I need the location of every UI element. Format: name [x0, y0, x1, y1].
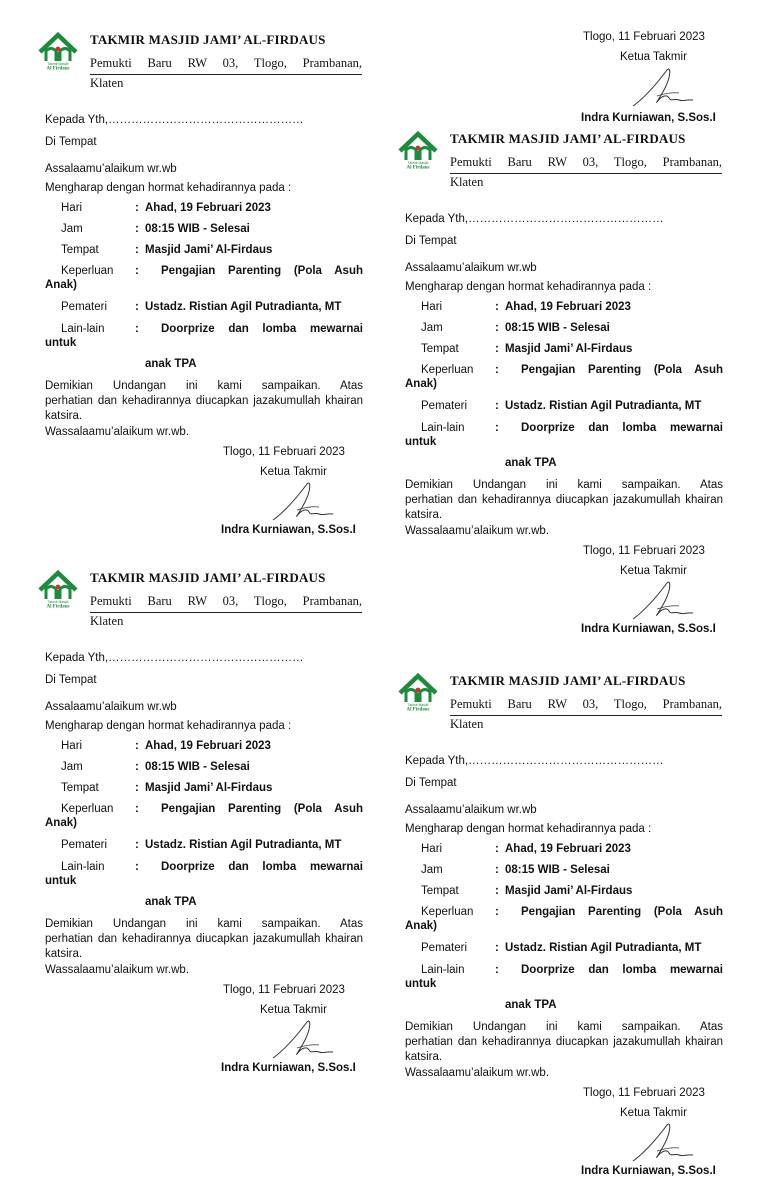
value-tempat: Masjid Jami’ Al-Firdaus: [145, 244, 273, 256]
address-line-1: Pemukti Baru RW 03, Tlogo, Prambanan,: [90, 56, 362, 70]
detail-row-lainlain: [45, 323, 363, 373]
closing-line-2: perhatian dan kehadirannya diucapkan jazakumullah khairan katsira.: [45, 933, 363, 960]
colon: :: [135, 761, 139, 773]
signature-date: Tlogo, 11 Februari 2023: [223, 984, 345, 996]
label-lainlain: Lain-lain: [421, 422, 465, 434]
closing-line-1: Demikian Undangan ini kami sampaikan. Atas: [405, 1021, 723, 1033]
colon: :: [135, 323, 139, 335]
mosque-logo: [37, 568, 79, 608]
org-address: [450, 694, 722, 734]
colon: :: [135, 244, 139, 256]
org-address: [90, 591, 362, 631]
label-tempat: Tempat: [421, 885, 459, 897]
place-line: Di Tempat: [405, 777, 457, 789]
detail-row-keperluan: [45, 265, 363, 295]
letterhead: [405, 131, 723, 201]
label-keperluan: Keperluan: [421, 364, 474, 376]
label-hari: Hari: [421, 843, 443, 855]
colon: :: [495, 422, 499, 434]
signature-scribble: [627, 1121, 699, 1167]
value-jam: 08:15 WIB - Selesai: [505, 322, 610, 334]
value-keperluan-cont: Anak): [45, 279, 77, 291]
label-pemateri: Pemateri: [421, 942, 468, 954]
address-line-1: Pemukti Baru RW 03, Tlogo, Prambanan,: [90, 594, 362, 608]
card-bottom-right: [405, 673, 723, 1177]
value-tempat: Masjid Jami’ Al-Firdaus: [505, 885, 633, 897]
value-pemateri: Ustadz. Ristian Agil Putradianta, MT: [505, 400, 702, 412]
colon: :: [495, 942, 499, 954]
colon: :: [495, 964, 499, 976]
org-name: TAKMIR MASJID JAMI’ AL-FIRDAUS: [450, 131, 686, 146]
org-name: TAKMIR MASJID JAMI’ AL-FIRDAUS: [90, 32, 326, 47]
closing-line-2: perhatian dan kehadirannya diucapkan jazakumullah khairan katsira.: [405, 494, 723, 521]
label-jam: Jam: [421, 864, 443, 876]
label-hari: Hari: [61, 202, 83, 214]
recipient-line: Kepada Yth,……………………………………………: [405, 755, 664, 767]
label-tempat: Tempat: [61, 782, 99, 794]
logo-caption-small: Takmir Masjid: [407, 161, 429, 165]
closing-line-2: perhatian dan kehadirannya diucapkan jazakumullah khairan katsira.: [45, 395, 363, 422]
signature-scribble: [627, 66, 699, 112]
intro-line: Mengharap dengan hormat kehadirannya pada :: [405, 823, 652, 835]
signer-name: Indra Kurniawan, S.Sos.I: [221, 524, 356, 536]
label-keperluan: Keperluan: [421, 906, 474, 918]
intro-line: Mengharap dengan hormat kehadirannya pada :: [405, 281, 652, 293]
colon: :: [135, 265, 139, 277]
label-jam: Jam: [61, 761, 83, 773]
greeting: Assalaamu’alaikum wr.wb: [45, 163, 177, 175]
detail-row-keperluan: [405, 364, 723, 394]
label-jam: Jam: [61, 223, 83, 235]
label-keperluan: Keperluan: [61, 803, 114, 815]
value-keperluan: Pengajian Parenting (Pola Asuh: [161, 265, 363, 277]
value-lainlain-cont2: anak TPA: [145, 358, 197, 370]
logo-caption-big: Al Firdaus: [406, 707, 430, 713]
logo-caption-small: Takmir Masjid: [47, 62, 69, 66]
colon: :: [135, 782, 139, 794]
closing-line-2: perhatian dan kehadirannya diucapkan jazakumullah khairan katsira.: [405, 1036, 723, 1063]
signature-position: Ketua Takmir: [620, 1107, 687, 1119]
value-hari: Ahad, 19 Februari 2023: [505, 301, 631, 313]
value-keperluan-cont: Anak): [45, 817, 77, 829]
recipient-line: Kepada Yth,……………………………………………: [405, 213, 664, 225]
label-lainlain: Lain-lain: [421, 964, 465, 976]
colon: :: [135, 839, 139, 851]
value-jam: 08:15 WIB - Selesai: [145, 761, 250, 773]
colon: :: [495, 343, 499, 355]
address-line-2: Klaten: [90, 76, 124, 90]
label-jam: Jam: [421, 322, 443, 334]
colon: :: [495, 364, 499, 376]
closing-paragraph: [405, 478, 723, 523]
signature-scribble: [267, 480, 339, 526]
label-pemateri: Pemateri: [61, 301, 108, 313]
signature-date: Tlogo, 11 Februari 2023: [223, 446, 345, 458]
value-lainlain-cont: untuk: [45, 337, 77, 349]
signature-date: Tlogo, 11 Februari 2023: [583, 545, 705, 557]
value-pemateri: Ustadz. Ristian Agil Putradianta, MT: [505, 942, 702, 954]
letterhead: [45, 32, 363, 102]
closing-line-1: Demikian Undangan ini kami sampaikan. Atas: [45, 918, 363, 930]
label-pemateri: Pemateri: [421, 400, 468, 412]
signer-name: Indra Kurniawan, S.Sos.I: [581, 623, 716, 635]
value-hari: Ahad, 19 Februari 2023: [145, 202, 271, 214]
colon: :: [135, 301, 139, 313]
value-jam: 08:15 WIB - Selesai: [145, 223, 250, 235]
value-keperluan: Pengajian Parenting (Pola Asuh: [161, 803, 363, 815]
colon: :: [495, 301, 499, 313]
value-hari: Ahad, 19 Februari 2023: [505, 843, 631, 855]
value-lainlain-cont: untuk: [45, 875, 77, 887]
closing-paragraph: [405, 1020, 723, 1065]
farewell: Wassalaamu’alaikum wr.wb.: [45, 426, 190, 438]
address-line-1: Pemukti Baru RW 03, Tlogo, Prambanan,: [450, 155, 722, 169]
address-line-1: Pemukti Baru RW 03, Tlogo, Prambanan,: [450, 697, 722, 711]
label-lainlain: Lain-lain: [61, 323, 105, 335]
letterhead: [45, 570, 363, 640]
colon: :: [135, 223, 139, 235]
closing-line-1: Demikian Undangan ini kami sampaikan. Atas: [405, 479, 723, 491]
intro-line: Mengharap dengan hormat kehadirannya pada :: [45, 182, 292, 194]
logo-caption-big: Al Firdaus: [46, 604, 70, 610]
farewell: Wassalaamu’alaikum wr.wb.: [405, 1067, 550, 1079]
signature-date: Tlogo, 11 Februari 2023: [583, 1087, 705, 1099]
org-address: [90, 53, 362, 93]
signature-position: Ketua Takmir: [260, 1004, 327, 1016]
value-lainlain-cont2: anak TPA: [145, 896, 197, 908]
letterhead: [405, 673, 723, 743]
card-top-left: [45, 32, 363, 552]
colon: :: [495, 843, 499, 855]
colon: :: [495, 400, 499, 412]
signature-scribble: [267, 1018, 339, 1064]
value-lainlain: Doorprize dan lomba mewarnai: [161, 323, 363, 335]
address-line-2: Klaten: [90, 614, 124, 628]
value-lainlain-cont2: anak TPA: [505, 999, 557, 1011]
value-pemateri: Ustadz. Ristian Agil Putradianta, MT: [145, 301, 342, 313]
label-tempat: Tempat: [61, 244, 99, 256]
value-hari: Ahad, 19 Februari 2023: [145, 740, 271, 752]
farewell: Wassalaamu’alaikum wr.wb.: [405, 525, 550, 537]
value-tempat: Masjid Jami’ Al-Firdaus: [145, 782, 273, 794]
signature-fragment-top-right: [405, 0, 723, 128]
value-lainlain: Doorprize dan lomba mewarnai: [521, 964, 723, 976]
mosque-logo: [37, 30, 79, 70]
value-keperluan: Pengajian Parenting (Pola Asuh: [521, 906, 723, 918]
farewell: Wassalaamu’alaikum wr.wb.: [45, 964, 190, 976]
value-lainlain-cont: untuk: [405, 436, 437, 448]
place-line: Di Tempat: [405, 235, 457, 247]
mosque-logo: [397, 129, 439, 169]
signer-name: Indra Kurniawan, S.Sos.I: [581, 112, 716, 124]
signature-position: Ketua Takmir: [620, 565, 687, 577]
detail-row-keperluan: [405, 906, 723, 936]
header-divider: [450, 173, 722, 174]
colon: :: [135, 803, 139, 815]
logo-caption-small: Takmir Masjid: [47, 600, 69, 604]
intro-line: Mengharap dengan hormat kehadirannya pada :: [45, 720, 292, 732]
closing-paragraph: [45, 379, 363, 424]
value-keperluan-cont: Anak): [405, 378, 437, 390]
place-line: Di Tempat: [45, 136, 97, 148]
card-middle-right: [405, 131, 723, 651]
colon: :: [495, 864, 499, 876]
address-line-2: Klaten: [450, 717, 484, 731]
closing-paragraph: [45, 917, 363, 962]
detail-row-lainlain: [45, 861, 363, 911]
logo-caption-big: Al Firdaus: [46, 66, 70, 72]
signer-name: Indra Kurniawan, S.Sos.I: [221, 1062, 356, 1074]
logo-caption-big: Al Firdaus: [406, 165, 430, 171]
org-name: TAKMIR MASJID JAMI’ AL-FIRDAUS: [450, 673, 686, 688]
colon: :: [135, 740, 139, 752]
header-divider: [90, 612, 362, 613]
signer-name: Indra Kurniawan, S.Sos.I: [581, 1165, 716, 1177]
label-pemateri: Pemateri: [61, 839, 108, 851]
colon: :: [495, 906, 499, 918]
org-name: TAKMIR MASJID JAMI’ AL-FIRDAUS: [90, 570, 326, 585]
value-keperluan: Pengajian Parenting (Pola Asuh: [521, 364, 723, 376]
place-line: Di Tempat: [45, 674, 97, 686]
card-bottom-left: [45, 570, 363, 1074]
greeting: Assalaamu’alaikum wr.wb: [45, 701, 177, 713]
org-address: [450, 152, 722, 192]
detail-row-lainlain: [405, 422, 723, 472]
value-lainlain-cont: untuk: [405, 978, 437, 990]
mosque-logo: [397, 671, 439, 711]
signature-position: Ketua Takmir: [620, 51, 687, 63]
value-lainlain-cont2: anak TPA: [505, 457, 557, 469]
recipient-line: Kepada Yth,……………………………………………: [45, 114, 304, 126]
recipient-line: Kepada Yth,……………………………………………: [45, 652, 304, 664]
value-jam: 08:15 WIB - Selesai: [505, 864, 610, 876]
header-divider: [450, 715, 722, 716]
signature-scribble: [627, 579, 699, 625]
label-hari: Hari: [421, 301, 443, 313]
greeting: Assalaamu’alaikum wr.wb: [405, 804, 537, 816]
address-line-2: Klaten: [450, 175, 484, 189]
label-keperluan: Keperluan: [61, 265, 114, 277]
signature-position: Ketua Takmir: [260, 466, 327, 478]
colon: :: [135, 861, 139, 873]
label-hari: Hari: [61, 740, 83, 752]
detail-row-lainlain: [405, 964, 723, 1014]
value-lainlain: Doorprize dan lomba mewarnai: [521, 422, 723, 434]
logo-caption-small: Takmir Masjid: [407, 703, 429, 707]
detail-row-keperluan: [45, 803, 363, 833]
header-divider: [90, 74, 362, 75]
value-keperluan-cont: Anak): [405, 920, 437, 932]
value-tempat: Masjid Jami’ Al-Firdaus: [505, 343, 633, 355]
value-lainlain: Doorprize dan lomba mewarnai: [161, 861, 363, 873]
greeting: Assalaamu’alaikum wr.wb: [405, 262, 537, 274]
closing-line-1: Demikian Undangan ini kami sampaikan. Atas: [45, 380, 363, 392]
colon: :: [495, 322, 499, 334]
label-lainlain: Lain-lain: [61, 861, 105, 873]
value-pemateri: Ustadz. Ristian Agil Putradianta, MT: [145, 839, 342, 851]
label-tempat: Tempat: [421, 343, 459, 355]
signature-date: Tlogo, 11 Februari 2023: [583, 31, 705, 43]
colon: :: [495, 885, 499, 897]
colon: :: [135, 202, 139, 214]
